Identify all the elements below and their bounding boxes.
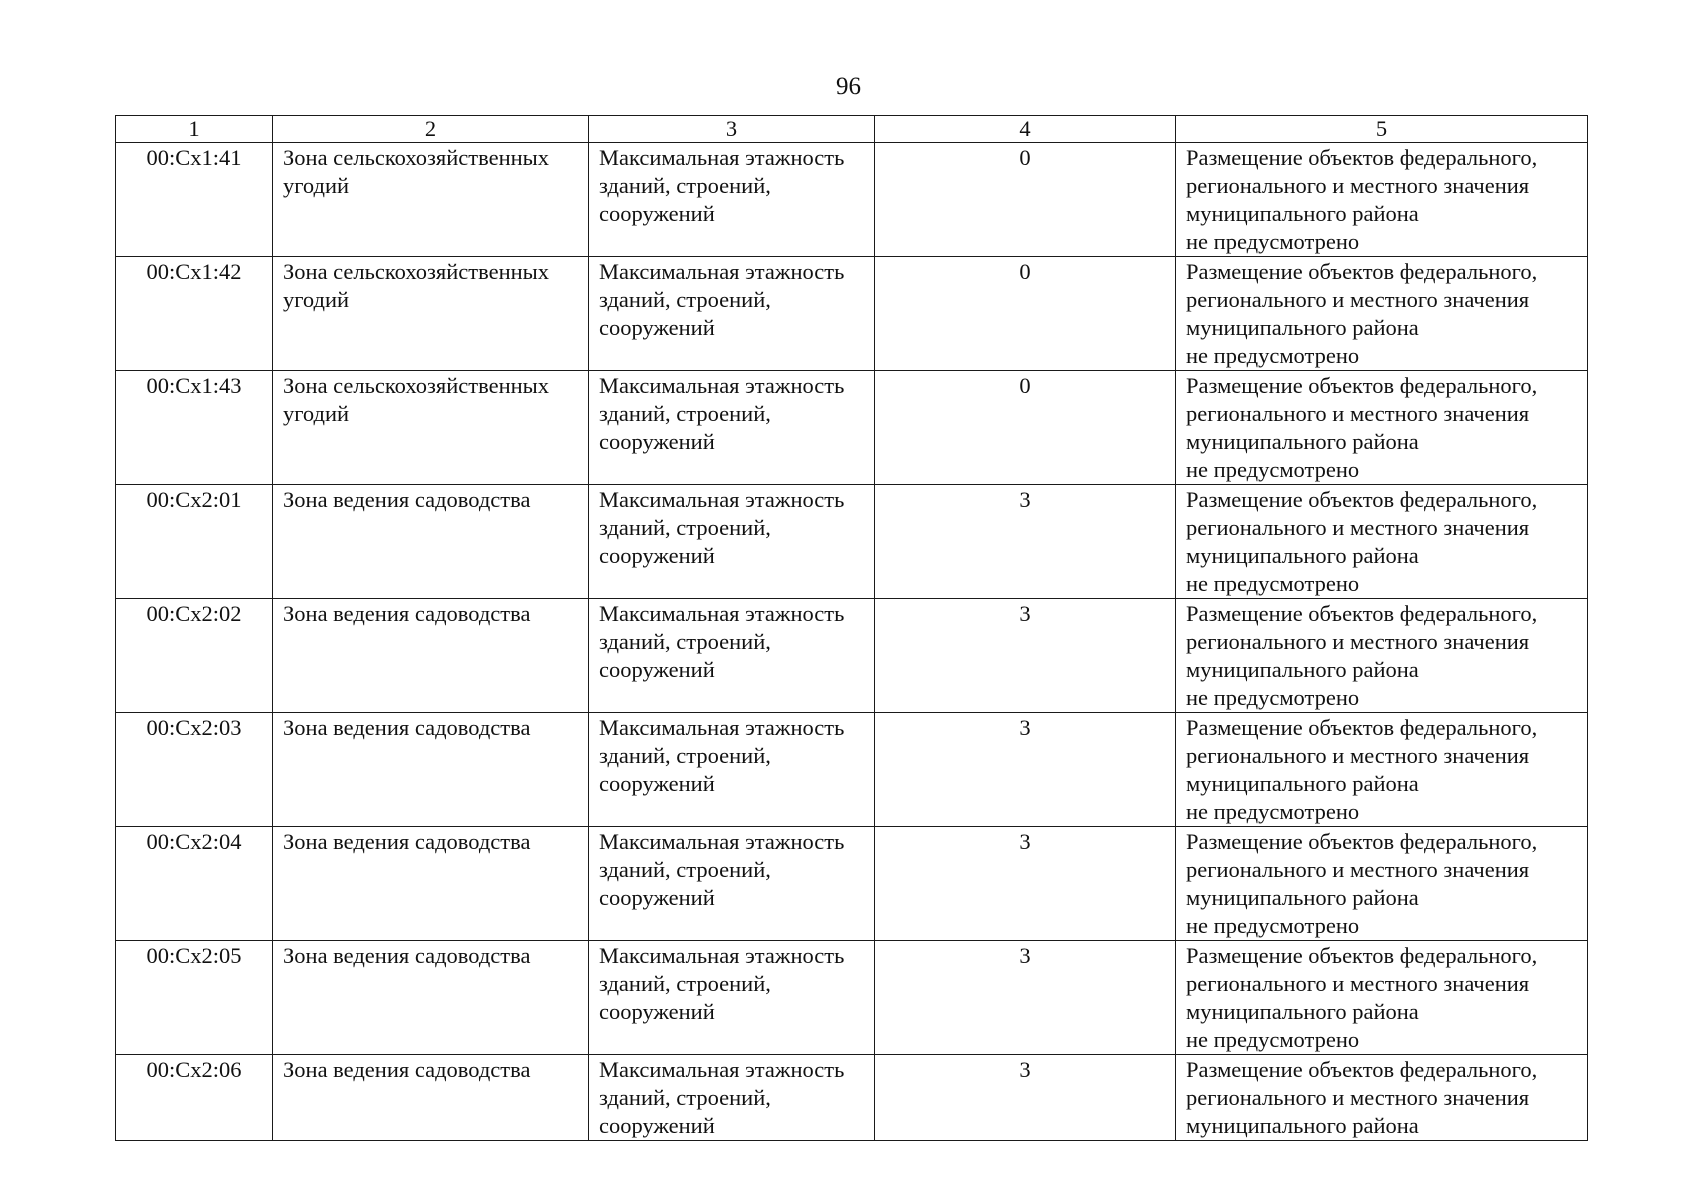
table-row xyxy=(116,143,1588,257)
note-cell-line: Размещение объектов федерального, xyxy=(1186,715,1538,740)
parameter-cell xyxy=(589,713,875,827)
value-cell: 3 xyxy=(875,713,1176,827)
value-cell: 0 xyxy=(875,371,1176,485)
note-cell-line: муниципального района xyxy=(1186,1113,1419,1138)
zone-name-cell-line: Зона ведения садоводства xyxy=(283,715,531,740)
note-cell-line: муниципального района xyxy=(1186,771,1419,796)
note-cell xyxy=(1176,1055,1588,1141)
parameter-cell-line: зданий, строений, xyxy=(599,743,771,768)
parameter-cell-line: сооружений xyxy=(599,429,715,454)
table-row xyxy=(116,371,1588,485)
zone-name-cell xyxy=(273,713,589,827)
parameter-cell-line: Максимальная этажность xyxy=(599,145,845,170)
column-header-2: 2 xyxy=(273,116,589,143)
zone-name-cell-line: Зона ведения садоводства xyxy=(283,487,531,512)
parameter-cell-line: сооружений xyxy=(599,771,715,796)
note-cell-line: Размещение объектов федерального, xyxy=(1186,601,1538,626)
note-cell-line: Размещение объектов федерального, xyxy=(1186,373,1538,398)
column-header-5: 5 xyxy=(1176,116,1588,143)
note-cell-line: муниципального района xyxy=(1186,543,1419,568)
parameter-cell-line: Максимальная этажность xyxy=(599,829,845,854)
note-cell-line: Размещение объектов федерального, xyxy=(1186,943,1538,968)
table-row xyxy=(116,485,1588,599)
value-cell: 3 xyxy=(875,827,1176,941)
note-cell xyxy=(1176,485,1588,599)
parameter-cell-line: Максимальная этажность xyxy=(599,487,845,512)
note-cell-line: не предусмотрено xyxy=(1186,685,1360,710)
note-cell-line: не предусмотрено xyxy=(1186,457,1360,482)
column-header-3: 3 xyxy=(589,116,875,143)
value-cell: 3 xyxy=(875,599,1176,713)
note-cell-line: не предусмотрено xyxy=(1186,571,1360,596)
note-cell-line: муниципального района xyxy=(1186,657,1419,682)
note-cell-line: не предусмотрено xyxy=(1186,913,1360,938)
parameter-cell-line: зданий, строений, xyxy=(599,515,771,540)
note-cell-line: Размещение объектов федерального, xyxy=(1186,487,1538,512)
parameter-cell-line: зданий, строений, xyxy=(599,287,771,312)
note-cell-line: регионального и местного значения xyxy=(1186,629,1530,654)
note-cell-line: Размещение объектов федерального, xyxy=(1186,829,1538,854)
note-cell-line: Размещение объектов федерального, xyxy=(1186,145,1538,170)
note-cell-line: не предусмотрено xyxy=(1186,229,1360,254)
note-cell-line: регионального и местного значения xyxy=(1186,401,1530,426)
zone-name-cell-line: Зона сельскохозяйственных xyxy=(283,373,550,398)
zone-name-cell xyxy=(273,485,589,599)
parameter-cell-line: сооружений xyxy=(599,1113,715,1138)
note-cell-line: не предусмотрено xyxy=(1186,1027,1360,1052)
note-cell-line: муниципального района xyxy=(1186,429,1419,454)
parameter-cell-line: зданий, строений, xyxy=(599,401,771,426)
page-number: 96 xyxy=(836,73,861,100)
parameter-cell-line: Максимальная этажность xyxy=(599,943,845,968)
parameter-cell-line: сооружений xyxy=(599,657,715,682)
zone-code-cell: 00:Сх2:06 xyxy=(116,1055,273,1141)
note-cell xyxy=(1176,257,1588,371)
note-cell xyxy=(1176,713,1588,827)
table-header xyxy=(116,116,1588,143)
note-cell-line: не предусмотрено xyxy=(1186,799,1360,824)
zone-code-cell: 00:Сх1:41 xyxy=(116,143,273,257)
zone-name-cell-line: Зона сельскохозяйственных xyxy=(283,259,550,284)
zone-code-cell: 00:Сх2:03 xyxy=(116,713,273,827)
zone-name-cell xyxy=(273,371,589,485)
table-body xyxy=(116,143,1588,1141)
note-cell-line: регионального и местного значения xyxy=(1186,173,1530,198)
zone-name-cell-line: Зона ведения садоводства xyxy=(283,943,531,968)
note-cell-line: регионального и местного значения xyxy=(1186,743,1530,768)
note-cell-line: регионального и местного значения xyxy=(1186,1085,1530,1110)
table-row xyxy=(116,257,1588,371)
column-header-4: 4 xyxy=(875,116,1176,143)
note-cell-line: муниципального района xyxy=(1186,201,1419,226)
zones-table xyxy=(115,115,1588,1141)
value-cell: 3 xyxy=(875,485,1176,599)
parameter-cell-line: зданий, строений, xyxy=(599,1085,771,1110)
zone-name-cell xyxy=(273,143,589,257)
parameter-cell xyxy=(589,827,875,941)
note-cell-line: регионального и местного значения xyxy=(1186,515,1530,540)
parameter-cell-line: Максимальная этажность xyxy=(599,259,845,284)
table-row xyxy=(116,713,1588,827)
zone-name-cell-line: Зона ведения садоводства xyxy=(283,601,531,626)
parameter-cell xyxy=(589,599,875,713)
parameter-cell-line: Максимальная этажность xyxy=(599,1057,845,1082)
zone-name-cell-line: угодий xyxy=(283,287,350,312)
note-cell-line: регионального и местного значения xyxy=(1186,857,1530,882)
note-cell xyxy=(1176,143,1588,257)
zone-name-cell-line: Зона сельскохозяйственных xyxy=(283,145,550,170)
note-cell-line: муниципального района xyxy=(1186,999,1419,1024)
parameter-cell-line: сооружений xyxy=(599,885,715,910)
zone-code-cell: 00:Сх1:43 xyxy=(116,371,273,485)
parameter-cell xyxy=(589,485,875,599)
zone-code-cell: 00:Сх2:02 xyxy=(116,599,273,713)
parameter-cell xyxy=(589,143,875,257)
parameter-cell-line: Максимальная этажность xyxy=(599,373,845,398)
zone-name-cell xyxy=(273,599,589,713)
table-row xyxy=(116,599,1588,713)
zone-name-cell xyxy=(273,1055,589,1141)
parameter-cell-line: Максимальная этажность xyxy=(599,715,845,740)
parameter-cell-line: зданий, строений, xyxy=(599,857,771,882)
note-cell xyxy=(1176,941,1588,1055)
parameter-cell xyxy=(589,1055,875,1141)
zone-name-cell-line: Зона ведения садоводства xyxy=(283,829,531,854)
zone-name-cell xyxy=(273,941,589,1055)
zone-code-cell: 00:Сх2:04 xyxy=(116,827,273,941)
note-cell-line: регионального и местного значения xyxy=(1186,287,1530,312)
table-row xyxy=(116,1055,1588,1141)
value-cell: 0 xyxy=(875,143,1176,257)
parameter-cell xyxy=(589,257,875,371)
zone-name-cell-line: угодий xyxy=(283,173,350,198)
parameter-cell-line: сооружений xyxy=(599,315,715,340)
table-row xyxy=(116,941,1588,1055)
parameter-cell-line: сооружений xyxy=(599,543,715,568)
zone-name-cell-line: угодий xyxy=(283,401,350,426)
zone-name-cell xyxy=(273,827,589,941)
zone-code-cell: 00:Сх2:05 xyxy=(116,941,273,1055)
value-cell: 0 xyxy=(875,257,1176,371)
zone-code-cell: 00:Сх1:42 xyxy=(116,257,273,371)
zone-name-cell-line: Зона ведения садоводства xyxy=(283,1057,531,1082)
parameter-cell-line: зданий, строений, xyxy=(599,629,771,654)
header-row xyxy=(116,116,1588,143)
table-row xyxy=(116,827,1588,941)
note-cell xyxy=(1176,599,1588,713)
parameter-cell-line: зданий, строений, xyxy=(599,173,771,198)
note-cell-line: муниципального района xyxy=(1186,885,1419,910)
note-cell-line: Размещение объектов федерального, xyxy=(1186,1057,1538,1082)
column-header-1: 1 xyxy=(116,116,273,143)
parameter-cell-line: сооружений xyxy=(599,999,715,1024)
parameter-cell xyxy=(589,941,875,1055)
note-cell xyxy=(1176,827,1588,941)
parameter-cell-line: сооружений xyxy=(599,201,715,226)
value-cell: 3 xyxy=(875,1055,1176,1141)
note-cell-line: муниципального района xyxy=(1186,315,1419,340)
note-cell-line: регионального и местного значения xyxy=(1186,971,1530,996)
note-cell xyxy=(1176,371,1588,485)
zone-code-cell: 00:Сх2:01 xyxy=(116,485,273,599)
parameter-cell-line: зданий, строений, xyxy=(599,971,771,996)
note-cell-line: не предусмотрено xyxy=(1186,343,1360,368)
parameter-cell-line: Максимальная этажность xyxy=(599,601,845,626)
zone-name-cell xyxy=(273,257,589,371)
value-cell: 3 xyxy=(875,941,1176,1055)
parameter-cell xyxy=(589,371,875,485)
note-cell-line: Размещение объектов федерального, xyxy=(1186,259,1538,284)
